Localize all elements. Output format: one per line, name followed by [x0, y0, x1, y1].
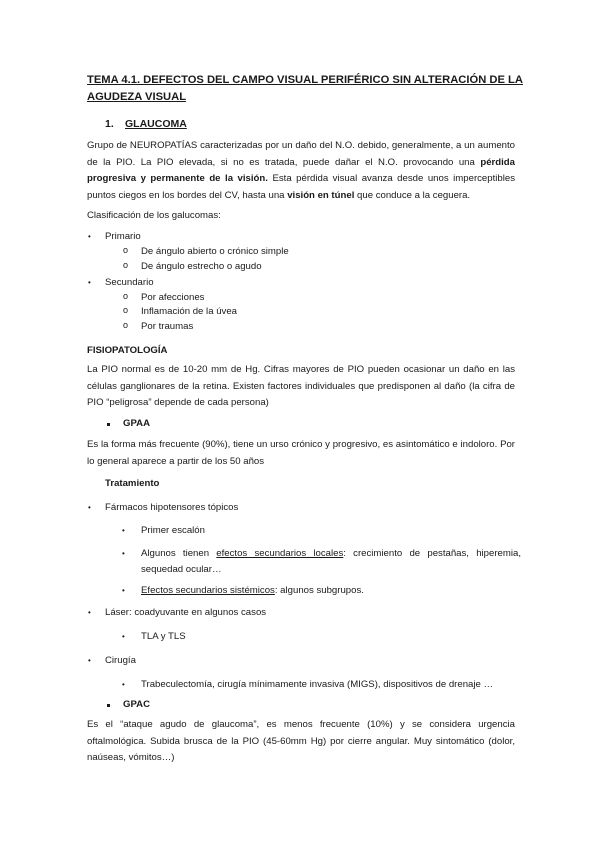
intro-bold-1: pérdida progresiva y permanente de la visión.	[87, 156, 515, 184]
list-item: Inflamación de la úvea	[141, 306, 237, 317]
intro-text-3: que conduce a la ceguera.	[354, 189, 471, 201]
paragraph-gpac: Es el “ataque agudo de glaucoma”, es menos frecuente (10%) y se considera urgencia oftalmológica. Subida brusca de la PIO (45-60mm Hg) por cierre angular. Muy sintomático (dolor, naúseas, vómitos…)	[87, 719, 515, 763]
underlined-text: efectos secundarios locales	[216, 548, 344, 559]
bullet-icon: •	[122, 549, 125, 558]
intro-text-1: Grupo de NEUROPATÍAS caracterizadas por un daño del N.O. debido, generalmente, a un aumento de la PIO. La PIO elevada, si no es tratada, puede dañar el N.O. provocando una	[87, 140, 515, 168]
circle-bullet-icon: o	[123, 291, 129, 301]
list-item-farmacos: Fármacos hipotensores tópicos	[105, 502, 239, 513]
intro-bold-2: visión en túnel	[287, 189, 355, 201]
section-number: 1.	[105, 118, 114, 130]
list-item: Trabeculectomía, cirugía mínimamente invasiva (MIGS), dispositivos de drenaje …	[141, 679, 494, 690]
classification-label: Clasificación de los galucomas:	[87, 210, 221, 221]
bullet-icon: •	[88, 232, 91, 241]
heading-gpac: GPAC	[123, 699, 151, 710]
bullet-icon: •	[122, 526, 125, 535]
list-item-efectos-sistemicos	[141, 583, 364, 599]
section-label: GLAUCOMA	[125, 118, 187, 130]
text: : algunos subgrupos.	[274, 585, 364, 596]
circle-bullet-icon: o	[123, 305, 129, 315]
section-heading-glaucoma	[105, 118, 187, 130]
text: : crecimiento de pestañas, hiperemia, sequedad ocular…	[141, 548, 521, 575]
list-item: TLA y TLS	[141, 631, 186, 642]
list-item-primario: Primario	[105, 231, 141, 242]
list-item: Por afecciones	[141, 292, 205, 303]
list-item: Por traumas	[141, 321, 194, 332]
list-item: De ángulo estrecho o agudo	[141, 261, 262, 272]
heading-tratamiento: Tratamiento	[105, 478, 160, 489]
paragraph-gpaa: Es la forma más frecuente (90%), tiene un urso crónico y progresivo, es asintomático e indoloro. Por lo general aparece a partir de los 50 años	[87, 439, 515, 467]
page-title: TEMA 4.1. DEFECTOS DEL CAMPO VISUAL PERIFÉRICO SIN ALTERACIÓN DE LA AGUDEZA VISUAL	[87, 74, 523, 103]
list-item-secundario: Secundario	[105, 277, 154, 288]
bullet-icon: •	[122, 586, 125, 595]
bullet-icon: •	[88, 656, 91, 665]
square-bullet-icon	[107, 423, 110, 426]
list-item: Primer escalón	[141, 525, 205, 536]
bullet-icon: •	[122, 632, 125, 641]
intro-paragraph	[87, 138, 515, 204]
list-item-efectos-locales	[141, 546, 521, 578]
underlined-text: Efectos secundarios sistémicos	[141, 585, 275, 596]
square-bullet-icon	[107, 704, 110, 707]
bullet-icon: •	[88, 608, 91, 617]
bullet-icon: •	[88, 278, 91, 287]
text: Algunos tienen	[141, 548, 217, 559]
list-item: De ángulo abierto o crónico simple	[141, 246, 289, 257]
intro-text-2: Esta pérdida visual avanza desde unos imperceptibles puntos ciegos en los bordes del CV, hasta una	[87, 173, 515, 201]
paragraph-fisiopatologia: La PIO normal es de 10-20 mm de Hg. Cifras mayores de PIO pueden ocasionar un daño en las células ganglionares de la retina. Existen factores individuales que predisponen al daño (la cifra de PIO “peligrosa” depende de cada persona)	[87, 364, 515, 408]
circle-bullet-icon: o	[123, 320, 129, 330]
heading-gpaa: GPAA	[123, 418, 151, 429]
circle-bullet-icon: o	[123, 245, 129, 255]
list-item-cirugia: Cirugía	[105, 655, 136, 666]
list-item-laser: Láser: coadyuvante en algunos casos	[105, 607, 267, 618]
bullet-icon: •	[122, 680, 125, 689]
bullet-icon: •	[88, 503, 91, 512]
heading-fisiopatologia: FISIOPATOLOGÍA	[87, 345, 168, 356]
circle-bullet-icon: o	[123, 260, 129, 270]
